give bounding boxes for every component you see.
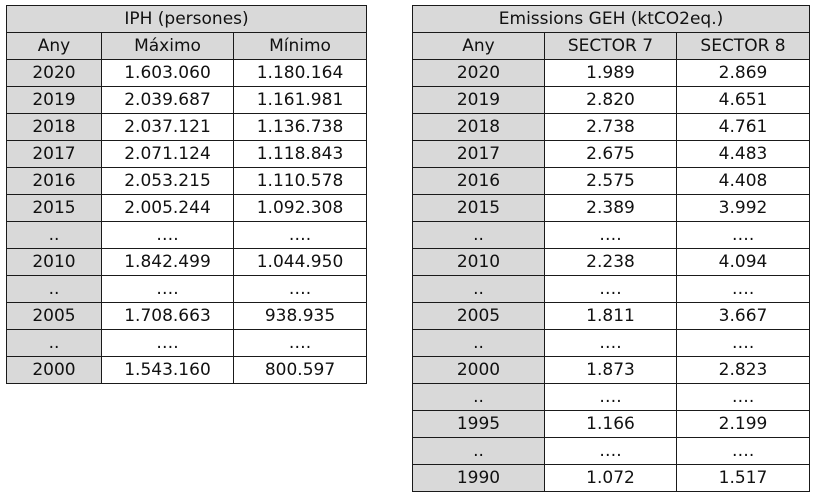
value-cell: 1.092.308 [234, 195, 367, 222]
year-cell: 2000 [413, 357, 545, 384]
year-cell: 2005 [7, 303, 102, 330]
year-cell: .. [7, 330, 102, 357]
table-row [413, 168, 810, 195]
table-row [7, 141, 367, 168]
year-cell: 2015 [7, 195, 102, 222]
iph-column-header: Máximo [102, 33, 234, 60]
value-cell: 2.389 [545, 195, 677, 222]
table-row [7, 249, 367, 276]
value-cell: 2.823 [677, 357, 810, 384]
table-row [7, 276, 367, 303]
value-cell: …. [102, 222, 234, 249]
year-cell: 1995 [413, 411, 545, 438]
iph-table-title: IPH (persones) [7, 6, 367, 33]
geh-title-row [413, 6, 810, 33]
value-cell: 2.575 [545, 168, 677, 195]
value-cell: 2.053.215 [102, 168, 234, 195]
year-cell: .. [413, 276, 545, 303]
value-cell: 2.199 [677, 411, 810, 438]
emissions-table-body [413, 6, 810, 492]
table-row [7, 114, 367, 141]
value-cell: 1.166 [545, 411, 677, 438]
value-cell: …. [677, 276, 810, 303]
table-row [413, 411, 810, 438]
year-cell: 2020 [413, 60, 545, 87]
value-cell: 2.738 [545, 114, 677, 141]
year-cell: 2000 [7, 357, 102, 384]
table-row [413, 87, 810, 114]
value-cell: 1.110.578 [234, 168, 367, 195]
value-cell: 2.820 [545, 87, 677, 114]
value-cell: 1.811 [545, 303, 677, 330]
value-cell: 4.483 [677, 141, 810, 168]
year-cell: .. [413, 438, 545, 465]
table-row [413, 330, 810, 357]
geh-table-title: Emissions GEH (ktCO2eq.) [413, 6, 810, 33]
value-cell: …. [677, 330, 810, 357]
year-cell: 2018 [413, 114, 545, 141]
value-cell: …. [677, 222, 810, 249]
value-cell: …. [545, 384, 677, 411]
value-cell: …. [677, 438, 810, 465]
value-cell: 4.094 [677, 249, 810, 276]
year-cell: 2010 [413, 249, 545, 276]
year-cell: 2019 [413, 87, 545, 114]
table-row [413, 465, 810, 492]
geh-column-header: SECTOR 8 [677, 33, 810, 60]
table-row [413, 195, 810, 222]
table-row [7, 357, 367, 384]
value-cell: 800.597 [234, 357, 367, 384]
iph-column-header: Mínimo [234, 33, 367, 60]
value-cell: 3.667 [677, 303, 810, 330]
value-cell: 1.543.160 [102, 357, 234, 384]
value-cell: 4.761 [677, 114, 810, 141]
value-cell: …. [234, 222, 367, 249]
geh-column-header: Any [413, 33, 545, 60]
table-row [413, 60, 810, 87]
value-cell: 1.708.663 [102, 303, 234, 330]
year-cell: 2010 [7, 249, 102, 276]
value-cell: 4.651 [677, 87, 810, 114]
iph-column-header: Any [7, 33, 102, 60]
table-row [7, 195, 367, 222]
value-cell: …. [545, 222, 677, 249]
table-row [413, 276, 810, 303]
value-cell: …. [234, 276, 367, 303]
year-cell: .. [413, 384, 545, 411]
value-cell: 2.037.121 [102, 114, 234, 141]
year-cell: 1990 [413, 465, 545, 492]
value-cell: 2.238 [545, 249, 677, 276]
value-cell: 1.180.164 [234, 60, 367, 87]
iph-title-row [7, 6, 367, 33]
year-cell: 2015 [413, 195, 545, 222]
table-row [7, 330, 367, 357]
table-row [413, 141, 810, 168]
value-cell: …. [545, 438, 677, 465]
year-cell: 2005 [413, 303, 545, 330]
table-row [413, 357, 810, 384]
iph-table-body [7, 6, 367, 384]
year-cell: .. [7, 276, 102, 303]
geh-column-header: SECTOR 7 [545, 33, 677, 60]
value-cell: …. [677, 384, 810, 411]
value-cell: …. [234, 330, 367, 357]
table-row [7, 303, 367, 330]
value-cell: 1.161.981 [234, 87, 367, 114]
value-cell: 3.992 [677, 195, 810, 222]
value-cell: 938.935 [234, 303, 367, 330]
table-row [413, 438, 810, 465]
year-cell: 2017 [7, 141, 102, 168]
year-cell: .. [7, 222, 102, 249]
table-row [413, 384, 810, 411]
emissions-table [412, 5, 810, 492]
table-row [413, 303, 810, 330]
table-row [413, 249, 810, 276]
year-cell: .. [413, 222, 545, 249]
iph-table [6, 5, 367, 384]
value-cell: 2.039.687 [102, 87, 234, 114]
year-cell: 2020 [7, 60, 102, 87]
table-row [413, 114, 810, 141]
value-cell: 1.989 [545, 60, 677, 87]
year-cell: .. [413, 330, 545, 357]
table-row [413, 222, 810, 249]
value-cell: …. [545, 330, 677, 357]
year-cell: 2016 [413, 168, 545, 195]
value-cell: 1.118.843 [234, 141, 367, 168]
value-cell: 2.675 [545, 141, 677, 168]
table-row [7, 87, 367, 114]
year-cell: 2019 [7, 87, 102, 114]
value-cell: 1.136.738 [234, 114, 367, 141]
year-cell: 2017 [413, 141, 545, 168]
table-row [7, 60, 367, 87]
value-cell: 1.873 [545, 357, 677, 384]
value-cell: 1.072 [545, 465, 677, 492]
year-cell: 2018 [7, 114, 102, 141]
value-cell: 1.517 [677, 465, 810, 492]
value-cell: 2.005.244 [102, 195, 234, 222]
geh-header-row [413, 33, 810, 60]
value-cell: 1.603.060 [102, 60, 234, 87]
value-cell: …. [102, 276, 234, 303]
value-cell: 2.071.124 [102, 141, 234, 168]
value-cell: …. [102, 330, 234, 357]
value-cell: 1.044.950 [234, 249, 367, 276]
value-cell: 2.869 [677, 60, 810, 87]
value-cell: 4.408 [677, 168, 810, 195]
value-cell: 1.842.499 [102, 249, 234, 276]
iph-header-row [7, 33, 367, 60]
year-cell: 2016 [7, 168, 102, 195]
value-cell: …. [545, 276, 677, 303]
table-row [7, 168, 367, 195]
table-row [7, 222, 367, 249]
